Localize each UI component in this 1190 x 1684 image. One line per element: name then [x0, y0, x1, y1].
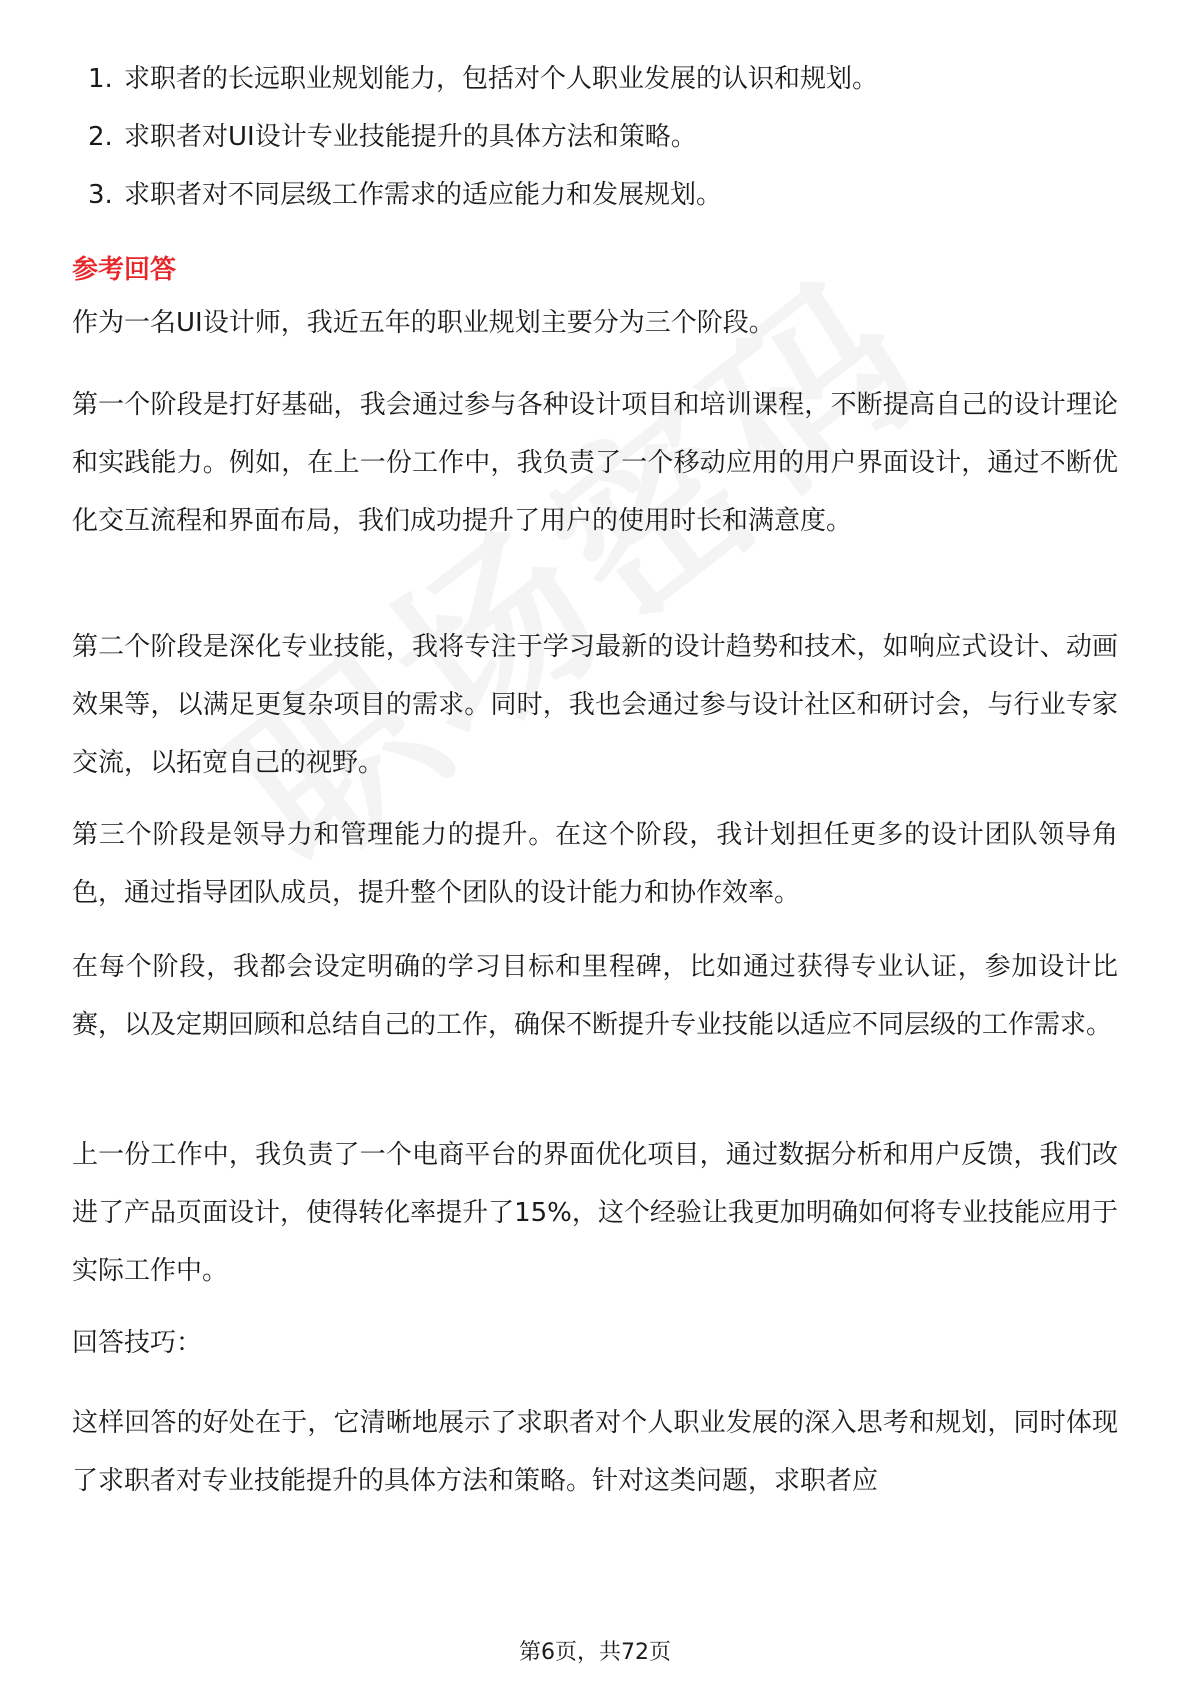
experience-paragraph: 上一份工作中，我负责了一个电商平台的界面优化项目，通过数据分析和用户反馈，我们改进了产品页面设计，使得转化率提升了15%，这个经验让我更加明确如何将专业技能应用于实际工作中。: [72, 1140, 1118, 1286]
tips-heading: 回答技巧：: [72, 1328, 203, 1358]
list-item: [88, 118, 1118, 176]
list-text: 求职者对UI设计专业技能提升的具体方法和策略。: [124, 122, 697, 152]
list-text: 求职者对不同层级工作需求的适应能力和发展规划。: [124, 180, 723, 210]
list-item: [88, 176, 1118, 234]
list-number: 3.: [88, 180, 113, 210]
question-list: [88, 60, 1118, 234]
reference-answer-heading: 参考回答: [72, 255, 177, 285]
intro-paragraph: 作为一名UI设计师，我近五年的职业规划主要分为三个阶段。: [72, 308, 775, 338]
list-text: 求职者的长远职业规划能力，包括对个人职业发展的认识和规划。: [124, 64, 879, 94]
page-footer: 第6页，共72页: [519, 1640, 671, 1665]
tips-paragraph: 这样回答的好处在于，它清晰地展示了求职者对个人职业发展的深入思考和规划，同时体现了求职者对专业技能提升的具体方法和策略。针对这类问题，求职者应: [72, 1408, 1118, 1496]
stage-one-paragraph: 第一个阶段是打好基础，我会通过参与各种设计项目和培训课程，不断提高自己的设计理论和实践能力。例如，在上一份工作中，我负责了一个移动应用的用户界面设计，通过不断优化交互流程和界面布局，我们成功提升了用户的使用时长和满意度。: [72, 390, 1118, 536]
list-item: [88, 60, 1118, 118]
list-number: 1.: [88, 64, 113, 94]
stage-two-paragraph: 第二个阶段是深化专业技能，我将专注于学习最新的设计趋势和技术，如响应式设计、动画效果等，以满足更复杂项目的需求。同时，我也会通过参与设计社区和研讨会，与行业专家交流，以拓宽自己的视野。: [72, 632, 1118, 778]
milestones-paragraph: 在每个阶段，我都会设定明确的学习目标和里程碑，比如通过获得专业认证，参加设计比赛，以及定期回顾和总结自己的工作，确保不断提升专业技能以适应不同层级的工作需求。: [72, 952, 1118, 1040]
stage-three-paragraph: 第三个阶段是领导力和管理能力的提升。在这个阶段，我计划担任更多的设计团队领导角色，通过指导团队成员，提升整个团队的设计能力和协作效率。: [72, 820, 1118, 908]
list-number: 2.: [88, 122, 113, 152]
